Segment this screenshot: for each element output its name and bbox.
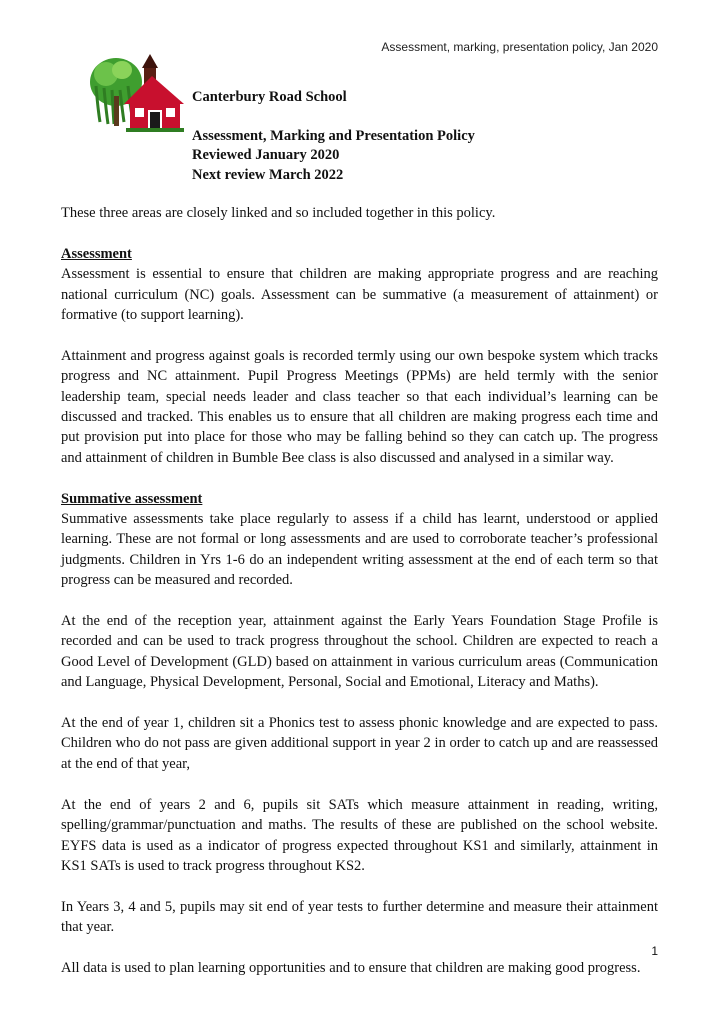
title-block [192,88,475,185]
summative-paragraph-2: At the end of the reception year, attainment against the Early Years Foundation Stage Profile is recorded and can be used to track progress throughout the school. Children are expected to reach a Good Level of Development (GLD) based on attainment in various curriculum areas (Communication and Language, Physical Development, Personal, Social and Emotional, Literacy and Maths). [61,613,658,691]
reviewed-date: Reviewed January 2020 [192,147,340,163]
assessment-paragraph-2: Attainment and progress against goals is recorded termly using our own bespoke system which tracks progress and NC attainment. Pupil Progress Meetings (PPMs) are held termly with the senior leadership team, special needs leader and class teacher so that each individual’s learning can be discussed and tracked. This enables us to ensure that all children are making progress each time and put provision put into place for those who may be falling behind so they can catch up. The progress and attainment of children in Bumble Bee class is also discussed and analysed in a similar way. [61,347,658,466]
assessment-heading: Assessment [61,245,132,262]
running-header: Assessment, marking, presentation policy, Jan 2020 [381,40,658,54]
policy-title: Assessment, Marking and Presentation Policy [192,127,475,144]
assessment-paragraph-1: Assessment is essential to ensure that children are making appropriate progress and are reaching national curriculum (NC) goals. Assessment can be summative (a measurement of attainment) or formative (to support learning). [61,266,658,324]
intro-paragraph: These three areas are closely linked and so included together in this policy. [61,205,496,221]
school-logo-icon [86,52,186,136]
document-body [61,203,658,999]
summative-paragraph-1: Summative assessments take place regularly to assess if a child has learnt, understood or applied learning. These are not formal or long assessments and are used to corroborate teacher’s professional judgments. Children in Yrs 1-6 do an independent writing assessment at the end of each term so that progress can be measured and recorded. [61,511,658,589]
school-name: Canterbury Road School [192,89,347,105]
next-review-date: Next review March 2022 [192,166,344,183]
summative-paragraph-6: All data is used to plan learning opportunities and to ensure that children are making good progress. [61,959,641,976]
summative-paragraph-3: At the end of year 1, children sit a Phonics test to assess phonic knowledge and are expected to pass. Children who do not pass are given additional support in year 2 in order to catch up and are reassessed at the end of that year, [61,715,658,772]
page-number: 1 [651,944,658,958]
summative-paragraph-4: At the end of years 2 and 6, pupils sit SATs which measure attainment in reading, writing, spelling/grammar/punctuation and maths. The results of these are published on the school website. EYFS data is used as a indicator of progress expected throughout KS1 and similarly, attainment in KS1 SATs is used to track progress throughout KS2. [61,796,658,874]
summative-heading: Summative assessment [61,490,203,507]
summative-paragraph-5: In Years 3, 4 and 5, pupils may sit end of year tests to further determine and measure their attainment that year. [61,898,658,936]
